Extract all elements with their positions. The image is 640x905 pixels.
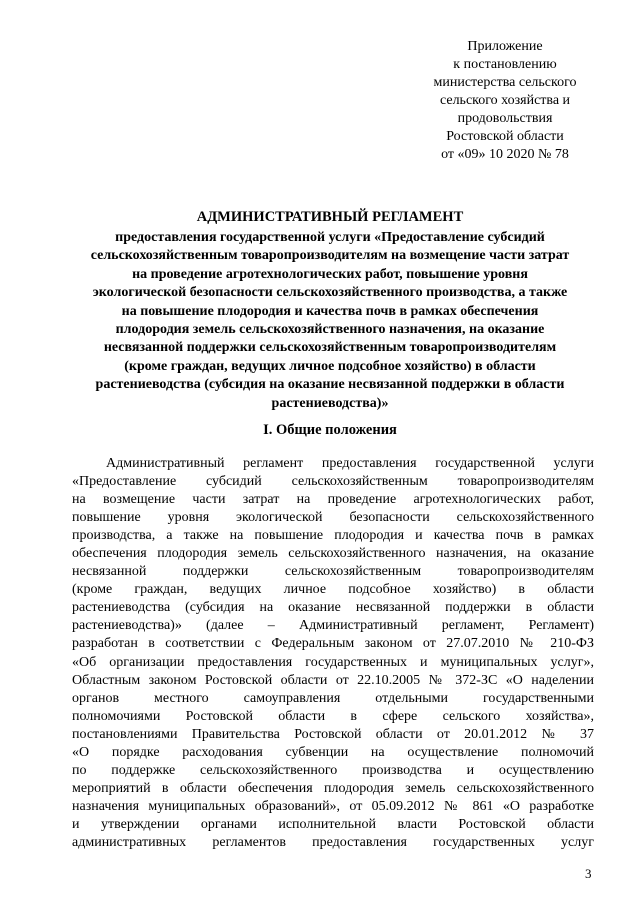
body-line: мероприятий в области обеспечения плодородия земель сельскохозяйственного bbox=[72, 780, 594, 796]
subtitle-line: на проведение агротехнологических работ, повышение уровня bbox=[132, 266, 528, 282]
appendix-line: сельского хозяйства и bbox=[439, 93, 571, 108]
body-line: по поддержке сельскохозяйственного производства и осуществлению bbox=[72, 762, 594, 778]
body-line: растениеводства)» (далее – Административный регламент, Регламент) bbox=[72, 618, 594, 634]
subtitle-line: плодородия земель сельскохозяйственного назначения, на оказание bbox=[115, 322, 545, 338]
subtitle-line: предоставления государственной услуги «Предоставление субсидий bbox=[115, 230, 545, 245]
subtitle-line: растениеводства (субсидия на оказание несвязанной поддержки в области bbox=[95, 377, 565, 393]
body-line: «О порядке расходования субвенции на осуществление полномочий bbox=[72, 744, 594, 760]
appendix-line: продовольствия bbox=[457, 111, 553, 126]
document-subtitle bbox=[60, 229, 600, 413]
subtitle-line: несвязанной поддержки сельскохозяйственным товаропроизводителям bbox=[103, 340, 557, 356]
section-heading: I. Общие положения bbox=[263, 422, 397, 438]
body-line: растениеводства (субсидия на оказание несвязанной поддержки в области bbox=[72, 600, 594, 616]
body-line: административных регламентов предоставления государственных услуг bbox=[72, 834, 594, 850]
subtitle-line: сельскохозяйственным товаропроизводителям на возмещение части затрат bbox=[90, 248, 570, 264]
appendix-line: Ростовской области bbox=[446, 129, 564, 144]
appendix-line: к постановлению bbox=[453, 57, 557, 72]
appendix-line: министерства сельского bbox=[433, 75, 577, 90]
body-paragraph bbox=[72, 455, 594, 852]
body-line: полномочиями Ростовской области в сфере сельского хозяйства», bbox=[72, 708, 594, 724]
appendix-line: Приложение bbox=[467, 39, 543, 54]
body-line: (кроме граждан, ведущих личное подсобное хозяйство) в области bbox=[72, 582, 594, 598]
body-line: и утверждении органами исполнительной власти Ростовской области bbox=[72, 816, 594, 832]
body-line: разработан в соответствии с Федеральным законом от 27.07.2010 № 210-ФЗ bbox=[72, 636, 594, 652]
body-line: несвязанной поддержки сельскохозяйственным товаропроизводителям bbox=[72, 564, 594, 580]
appendix-line: от «09» 10 2020 № 78 bbox=[441, 147, 569, 162]
appendix-block bbox=[400, 38, 610, 164]
subtitle-line: растениеводства)» bbox=[271, 395, 389, 411]
body-line: на возмещение части затрат на проведение агротехнологических работ, bbox=[72, 492, 594, 508]
page-number: 3 bbox=[585, 866, 592, 881]
body-line: постановлениями Правительства Ростовской области от 20.01.2012 № 37 bbox=[72, 726, 594, 742]
body-line: производства, а также на повышение плодородия и качества почв в рамках bbox=[72, 528, 594, 544]
body-line: повышение уровня экологической безопасности сельскохозяйственного bbox=[72, 510, 594, 526]
subtitle-line: на повышение плодородия и качества почв в рамках обеспечения bbox=[121, 303, 539, 319]
body-line: обеспечения плодородия земель сельскохозяйственного назначения, на оказание bbox=[72, 546, 594, 562]
body-line: назначения муниципальных образований», от 05.09.2012 № 861 «О разработке bbox=[72, 798, 594, 814]
body-line: «Об организации предоставления государственных и муниципальных услуг», bbox=[72, 654, 594, 670]
subtitle-line: экологической безопасности сельскохозяйственного производства, а также bbox=[92, 285, 568, 301]
subtitle-line: (кроме граждан, ведущих личное подсобное хозяйство) в области bbox=[124, 358, 536, 374]
document-title: АДМИНИСТРАТИВНЫЙ РЕГЛАМЕНТ bbox=[196, 209, 464, 225]
body-line: Областным законом Ростовской области от 22.10.2005 № 372-ЗС «О наделении bbox=[72, 672, 594, 688]
body-line: Административный регламент предоставления государственной услуги bbox=[106, 456, 594, 471]
body-line: «Предоставление субсидий сельскохозяйственным товаропроизводителям bbox=[72, 474, 594, 490]
body-line: органов местного самоуправления отдельными государственными bbox=[72, 690, 594, 706]
